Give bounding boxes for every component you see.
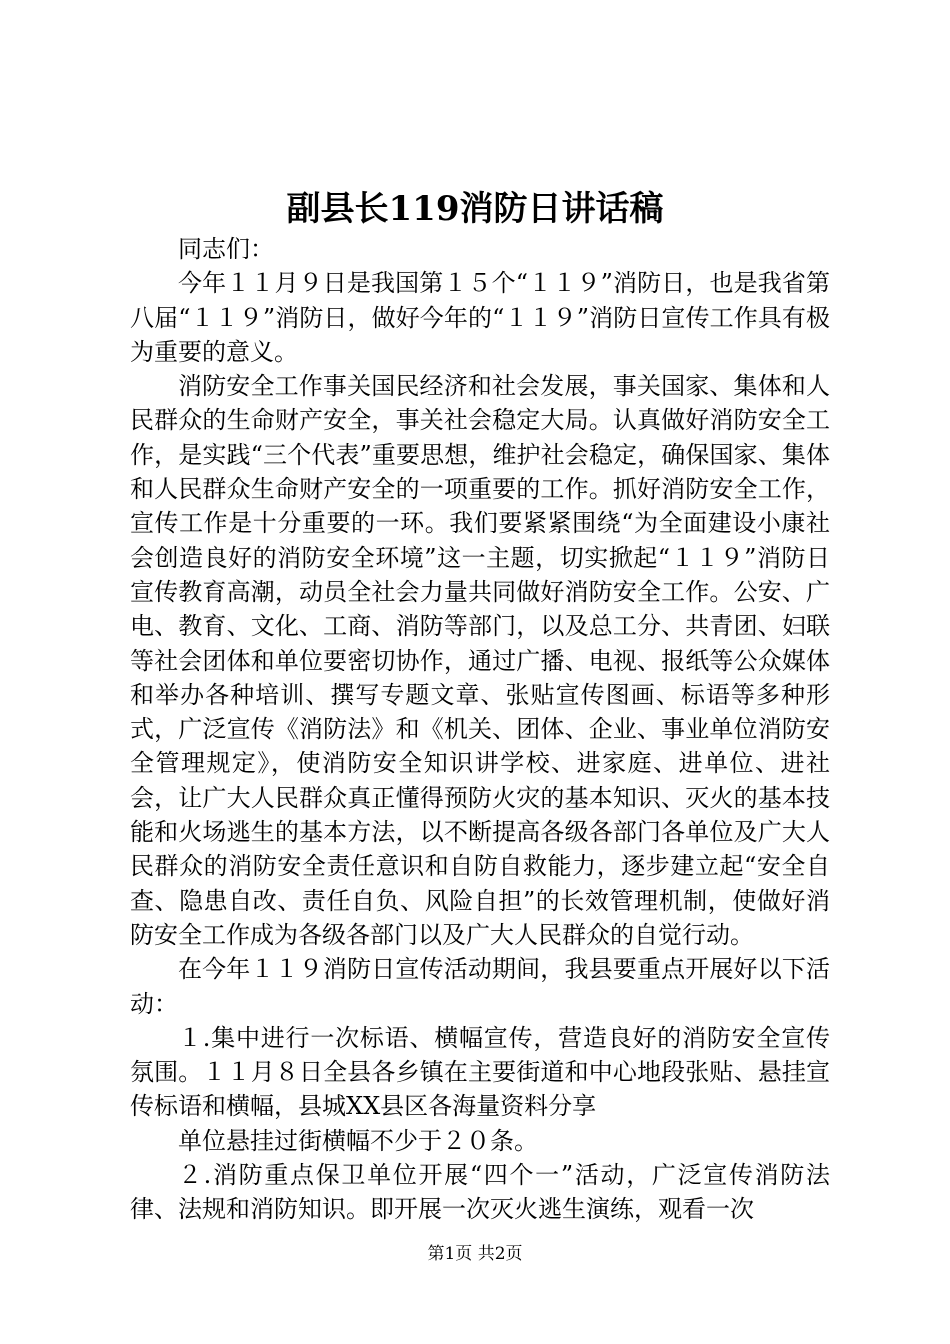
paragraph-activities-intro: 在今年１１９消防日宣传活动期间，我县要重点开展好以下活动： <box>130 955 830 1018</box>
document-body <box>130 232 830 1227</box>
paragraph-main: 消防安全工作事关国民经济和社会发展，事关国家、集体和人民群众的生命财产安全，事关社会稳定大局。认真做好消防安全工作，是实践“三个代表”重要思想，维护社会稳定，确保国家、集体和人民群众生命财产安全的一项重要的工作。抓好消防安全工作，宣传工作是十分重要的一环。我们要紧紧围绕“为全面建设小康社会创造良好的消防安全环境”这一主题，切实掀起“１１９”消防日宣传教育高潮，动员全社会力量共同做好消防安全工作。公安、广电、教育、文化、工商、消防等部门，以及总工分、共青团、妇联等社会团体和单位要密切协作，通过广播、电视、报纸等公众媒体和举办各种培训、撰写专题文章、张贴宣传图画、标语等多种形式，广泛宣传《消防法》和《机关、团体、企业、事业单位消防安全管理规定》，使消防安全知识讲学校、进家庭、进单位、进社会，让广大人民群众真正懂得预防火灾的基本知识、灭火的基本技能和火场逃生的基本方法，以不断提高各级各部门各单位及广大人民群众的消防安全责任意识和自防自救能力，逐步建立起“安全自查、隐患自改、责任自负、风险自担”的长效管理机制，使做好消防安全工作成为各级各部门以及广大人民群众的自觉行动。 <box>130 372 830 949</box>
document-title: 副县长119消防日讲话稿 <box>286 189 664 229</box>
paragraph-intro: 今年１１月９日是我国第１５个“１１９”消防日，也是我省第八届“１１９”消防日，做好今年的“１１９”消防日宣传工作具有极为重要的意义。 <box>130 269 830 366</box>
page-number: 第1页 共2页 <box>427 1244 523 1264</box>
paragraph-activity-1: １.集中进行一次标语、横幅宣传，营造良好的消防安全宣传氛围。１１月８日全县各乡镇在主要街道和中心地段张贴、悬挂宣传标语和横幅，县城XX县区各海量资料分享 <box>130 1023 830 1121</box>
paragraph-salutation: 同志们： <box>178 235 274 263</box>
paragraph-activity-1-cont: 单位悬挂过街横幅不少于２０条。 <box>178 1126 538 1155</box>
paragraph-activity-2: ２.消防重点保卫单位开展“四个一”活动，广泛宣传消防法律、法规和消防知识。即开展一次灭火逃生演练，观看一次 <box>130 1161 830 1224</box>
